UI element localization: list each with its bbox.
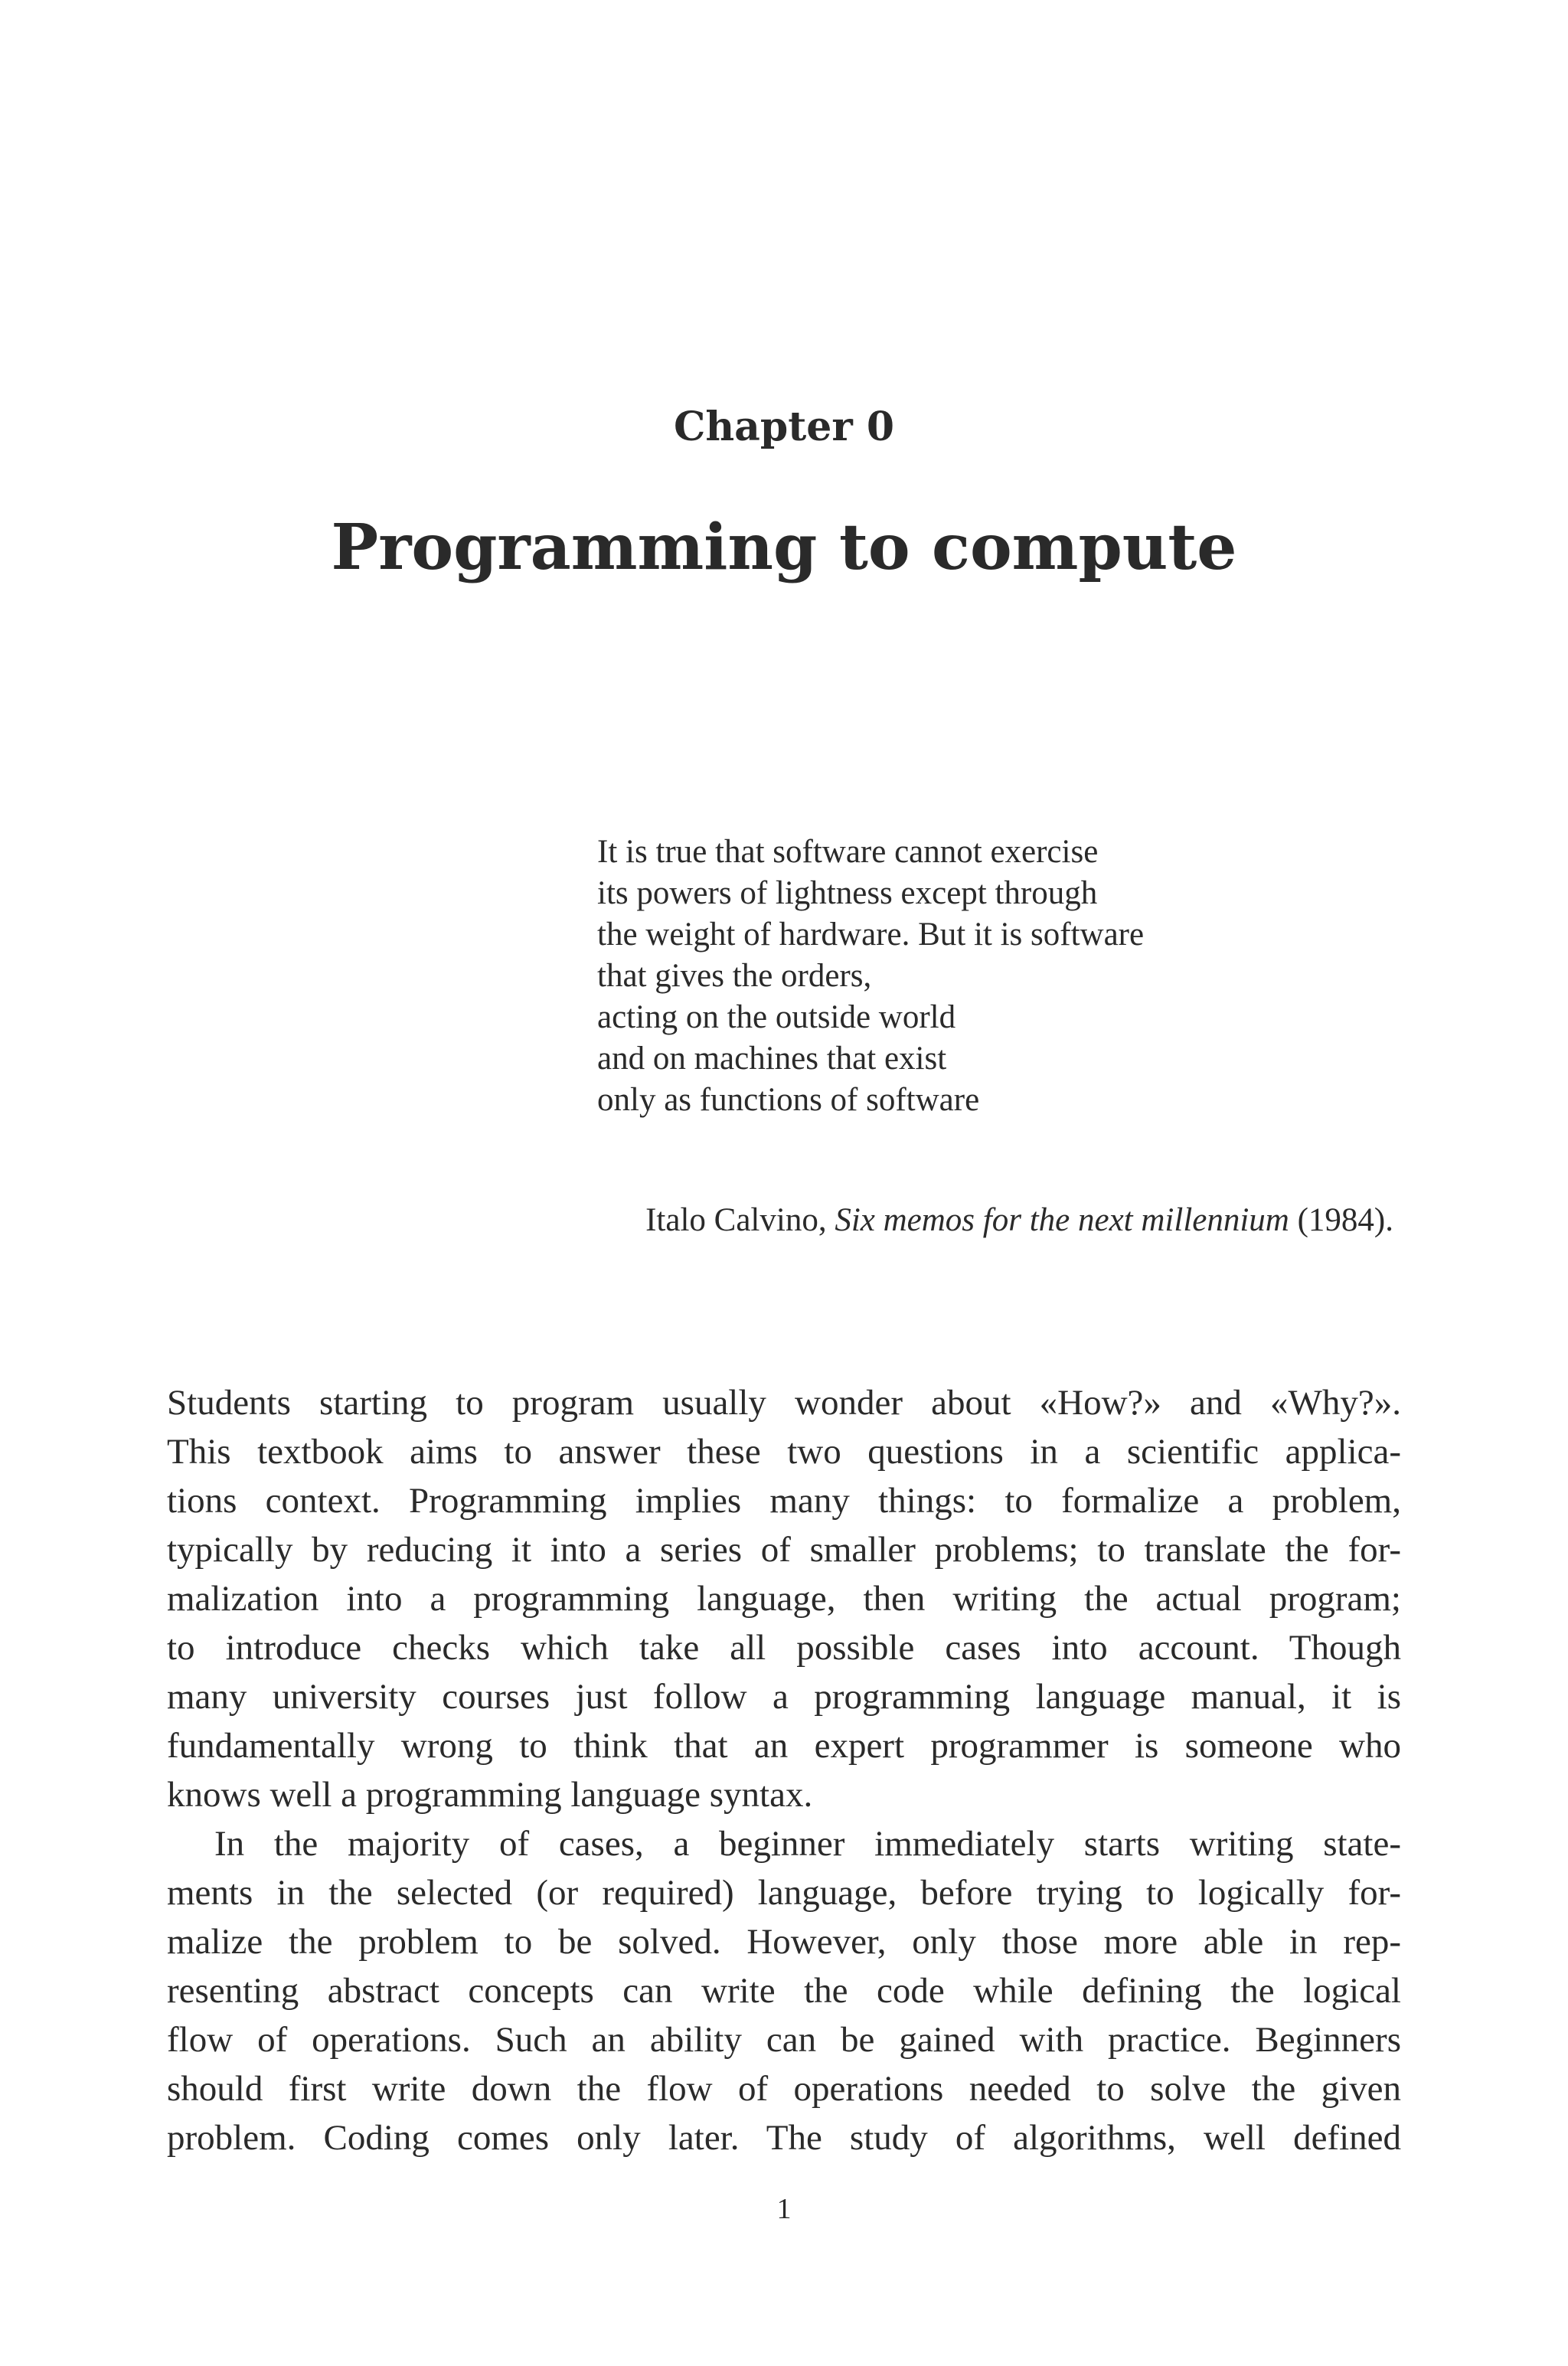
epigraph-line: It is true that software cannot exercise xyxy=(597,834,1099,870)
body-line: flow of operations. Such an ability can be gained with practice. Beginners xyxy=(167,2020,1401,2060)
body-line: malize the problem to be solved. However, only those more able in rep- xyxy=(167,1922,1401,1962)
epigraph-attribution xyxy=(153,1198,1393,1243)
body-line: resenting abstract concepts can write the code while defining the logical xyxy=(167,1971,1401,2011)
body-line: malization into a programming language, then writing the actual program; xyxy=(167,1579,1401,1619)
epigraph-line: its powers of lightness except through xyxy=(597,875,1098,911)
epigraph-line: the weight of hardware. But it is software xyxy=(597,917,1145,953)
body-line: tions context. Programming implies many things: to formalize a problem, xyxy=(167,1481,1401,1521)
epigraph xyxy=(597,832,1439,1121)
body-line: typically by reducing it into a series of smaller problems; to translate the for- xyxy=(167,1530,1401,1570)
body-line: ments in the selected (or required) language, before trying to logically for- xyxy=(167,1873,1401,1913)
body-text xyxy=(167,1378,1401,2162)
body-line: knows well a programming language syntax. xyxy=(167,1775,813,1815)
attribution-work: Six memos for the next millennium xyxy=(835,1202,1289,1238)
attribution-year: (1984). xyxy=(1297,1202,1393,1238)
body-line: problem. Coding comes only later. The study of algorithms, well defined xyxy=(167,2118,1401,2158)
attribution-author: Italo Calvino, xyxy=(645,1202,827,1238)
body-line: fundamentally wrong to think that an expert programmer is someone who xyxy=(167,1726,1401,1766)
page-number: 1 xyxy=(776,2193,792,2225)
body-line: to introduce checks which take all possible cases into account. Though xyxy=(167,1628,1401,1668)
epigraph-line: only as functions of software xyxy=(597,1082,980,1118)
body-line: Students starting to program usually wonder about «How?» and «Why?». xyxy=(167,1383,1401,1423)
body-line: should first write down the flow of operations needed to solve the given xyxy=(167,2069,1401,2109)
chapter-label: Chapter 0 xyxy=(673,404,895,450)
chapter-title: Programming to compute xyxy=(331,511,1237,584)
body-line: This textbook aims to answer these two questions in a scientific applica- xyxy=(167,1432,1401,1472)
epigraph-line: and on machines that exist xyxy=(597,1041,947,1077)
epigraph-line: acting on the outside world xyxy=(597,999,956,1035)
paragraph-1 xyxy=(167,1378,1401,1819)
paragraph-2 xyxy=(167,1819,1401,2162)
body-line: many university courses just follow a programming language manual, it is xyxy=(167,1677,1401,1717)
epigraph-line: that gives the orders, xyxy=(597,958,872,994)
body-line: In the majority of cases, a beginner immediately starts writing state- xyxy=(214,1824,1401,1864)
